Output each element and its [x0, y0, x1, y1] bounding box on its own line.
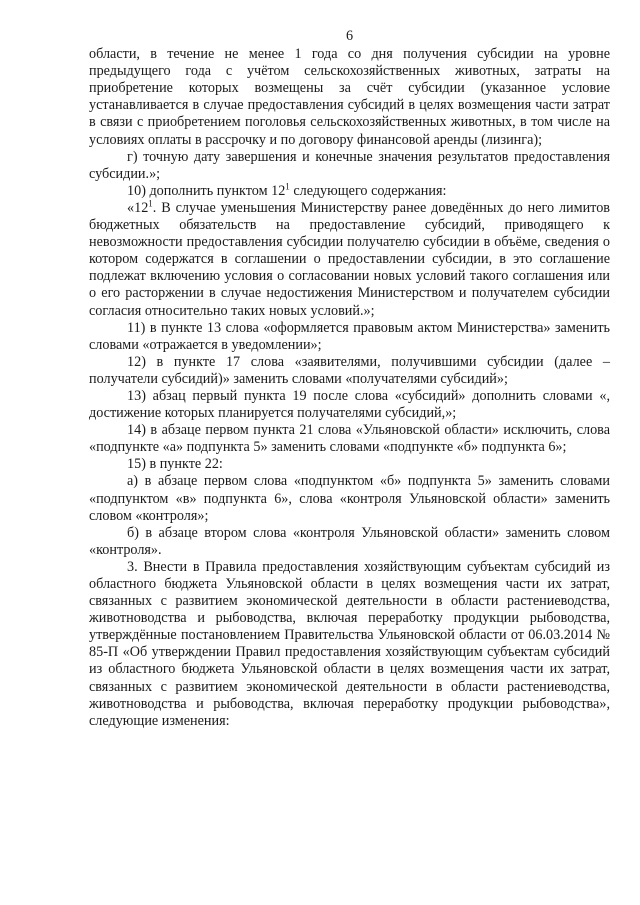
paragraph-s3: 3. Внести в Правила предоставления хозяйствующим субъектам субсидий из областного бюджета Ульяновской области в целях возмещения части их затрат, связанных с развитием экономической деятельности в области растениеводства, животноводства и рыбоводства, включая переработку продукции рыбоводства, утверждённые постановлением Правительства Ульяновской области от 06.03.2014 № 85-П «Об утверждении Правил предоставления хозяйствующим субъектам субсидий из областного бюджета Ульяновской области в целях возмещения части их затрат, связанных с развитием экономической деятельности в области растениеводства, животноводства и рыбоводства, включая переработку продукции рыбоводства», следующие изменения:: [89, 558, 610, 729]
paragraph-p13: 13) абзац первый пункта 19 после слова «субсидий» дополнить словами «, достижение которых планируется получателями субсидий,»;: [89, 387, 610, 422]
paragraph-text-before: 10) дополнить пунктом 12: [127, 182, 286, 199]
paragraph-p12: 12) в пункте 17 слова «заявителями, получившими субсидии (далее – получатели субсидий)» заменить словами «получателями субсидий»;: [89, 353, 610, 387]
document-body: [89, 46, 610, 730]
page-number: 6: [345, 28, 354, 44]
superscript: 1: [285, 181, 290, 192]
paragraph-p12-1: [89, 200, 610, 320]
paragraph-p11: 11) в пункте 13 слова «оформляется правовым актом Министерства» заменить словами «отражается в уведомлении»;: [89, 319, 610, 353]
paragraph-text-after: следующего содержания:: [289, 182, 447, 199]
superscript: 1: [148, 198, 153, 209]
paragraph-p15a: а) в абзаце первом слова «подпунктом «б» подпункта 5» заменить словами «подпунктом «в» подпункта 6», слова «контроля Ульяновской области» заменить словом «контроля»;: [89, 473, 610, 524]
paragraph-p15b: б) в абзаце втором слова «контроля Ульяновской области» заменить словом «контроля».: [89, 524, 610, 558]
paragraph-p15: 15) в пункте 22:: [127, 456, 223, 473]
paragraph-text-after: . В случае уменьшения Министерству ранее доведённых до него лимитов бюджетных обязательств на предоставление субсидий, приводящего к невозможности предоставления субсидии получателю субсидии в объёме, сведения о котором содержатся в соглашении о предоставлении субсидии, в это соглашение подлежат включению условия о согласовании новых условий такого соглашения или о его расторжении в случае недостижения Министерством и получателем субсидии согласия относительно таких новых условий.»;: [89, 199, 610, 319]
paragraph-p14: 14) в абзаце первом пункта 21 слова «Ульяновской области» исключить, слова «подпункте «а» подпункта 5» заменить словами «подпункте «б» подпункта 6»;: [89, 422, 610, 456]
paragraph-text-before: «12: [127, 199, 149, 216]
paragraph-p10: [89, 183, 610, 200]
paragraph-g: г) точную дату завершения и конечные значения результатов предоставления субсидии.»;: [89, 148, 610, 182]
paragraph-cont: области, в течение не менее 1 года со дня получения субсидии на уровне предыдущего года с учётом сельскохозяйственных животных, затраты на приобретение которых возмещены за счёт субсидии (указанное условие устанавливается в случае предоставления субсидий в целях возмещения части затрат в связи с приобретением поголовья сельскохозяйственных животных, в том числе на условиях оплаты в рассрочку и по договору финансовой аренды (лизинга);: [89, 46, 610, 148]
